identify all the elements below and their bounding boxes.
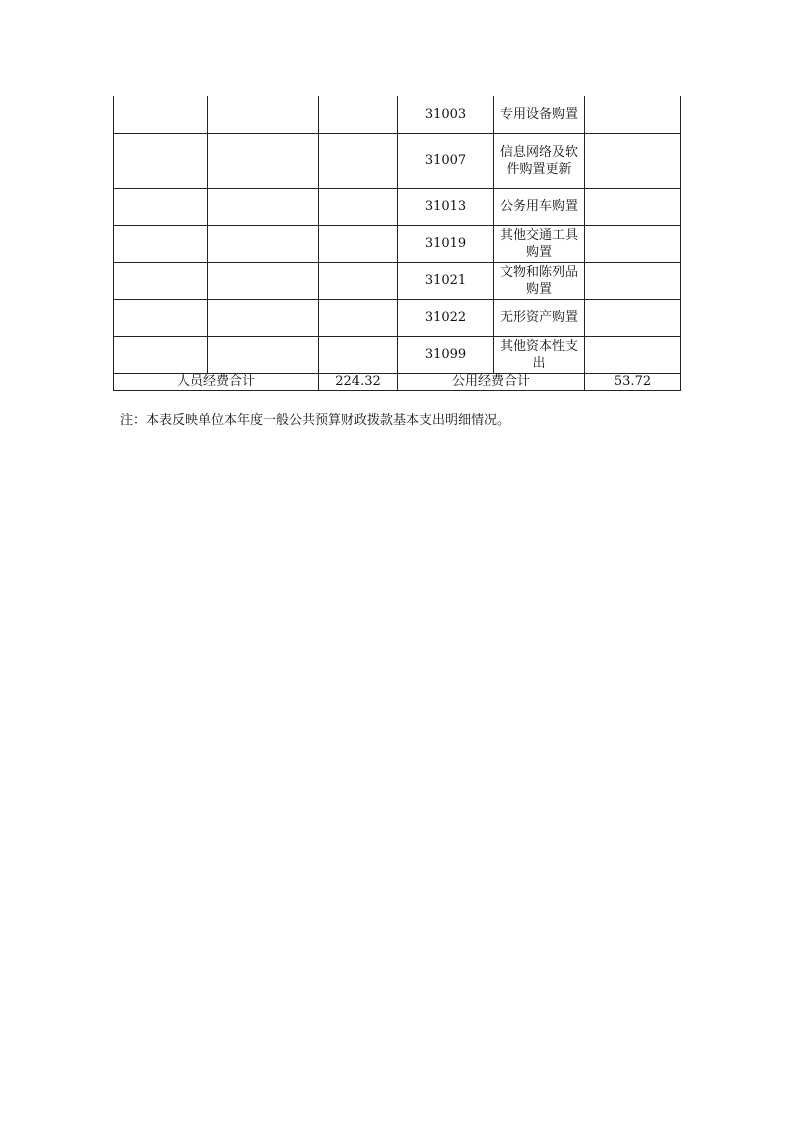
empty-cell (208, 133, 319, 188)
empty-cell (114, 188, 208, 225)
amount-cell (585, 262, 681, 299)
expenditure-detail-table (113, 96, 681, 391)
subject-code-cell: 31021 (398, 262, 494, 299)
personnel-total-label: 人员经费合计 (114, 373, 319, 390)
empty-cell (208, 299, 319, 336)
public-total-value: 53.72 (585, 373, 681, 390)
table-row (114, 262, 681, 299)
subject-name-cell: 文物和陈列品购置 (494, 262, 585, 299)
empty-cell (114, 336, 208, 373)
subject-name-cell: 其他资本性支出 (494, 336, 585, 373)
amount-cell (585, 299, 681, 336)
empty-cell (319, 96, 398, 133)
subject-code-cell: 31022 (398, 299, 494, 336)
table-row (114, 225, 681, 262)
public-total-label: 公用经费合计 (398, 373, 585, 390)
table-row (114, 133, 681, 188)
empty-cell (319, 188, 398, 225)
personnel-total-value: 224.32 (319, 373, 398, 390)
subject-code-cell: 31019 (398, 225, 494, 262)
subject-name-cell: 专用设备购置 (494, 96, 585, 133)
subject-code-cell: 31007 (398, 133, 494, 188)
amount-cell (585, 133, 681, 188)
table-row (114, 299, 681, 336)
empty-cell (208, 336, 319, 373)
empty-cell (208, 225, 319, 262)
empty-cell (114, 262, 208, 299)
table-row (114, 336, 681, 373)
empty-cell (114, 299, 208, 336)
subject-name-cell: 信息网络及软件购置更新 (494, 133, 585, 188)
subject-code-cell: 31013 (398, 188, 494, 225)
empty-cell (114, 133, 208, 188)
empty-cell (114, 225, 208, 262)
empty-cell (319, 225, 398, 262)
subject-name-cell: 公务用车购置 (494, 188, 585, 225)
subject-code-cell: 31099 (398, 336, 494, 373)
subject-name-cell: 其他交通工具购置 (494, 225, 585, 262)
amount-cell (585, 188, 681, 225)
empty-cell (319, 299, 398, 336)
empty-cell (319, 262, 398, 299)
table-footnote: 注：本表反映单位本年度一般公共预算财政拨款基本支出明细情况。 (120, 413, 511, 428)
empty-cell (208, 188, 319, 225)
empty-cell (208, 96, 319, 133)
amount-cell (585, 225, 681, 262)
amount-cell (585, 336, 681, 373)
totals-row (114, 373, 681, 390)
table-row (114, 188, 681, 225)
empty-cell (208, 262, 319, 299)
empty-cell (114, 96, 208, 133)
subject-name-cell: 无形资产购置 (494, 299, 585, 336)
amount-cell (585, 96, 681, 133)
empty-cell (319, 336, 398, 373)
subject-code-cell: 31003 (398, 96, 494, 133)
empty-cell (319, 133, 398, 188)
table-row (114, 96, 681, 133)
